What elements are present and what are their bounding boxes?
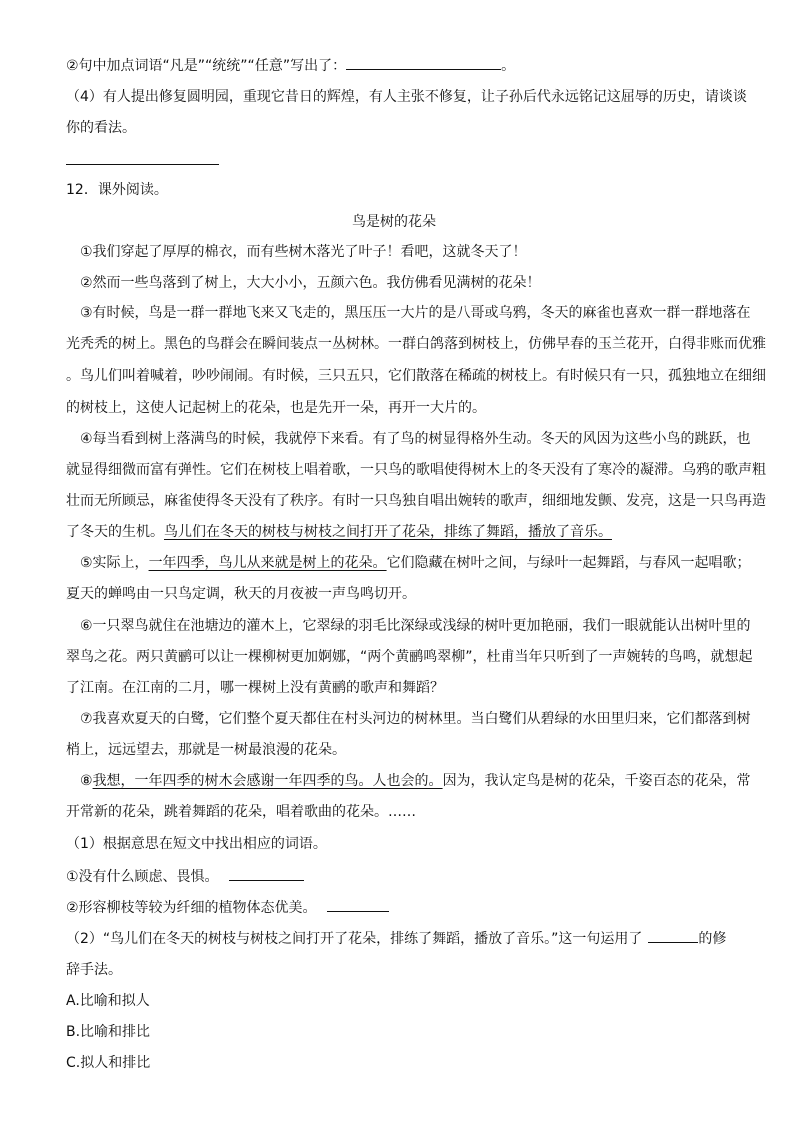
paragraph-4-line-3: 壮而无所顾忌，麻雀使得冬天没有了秩序。有时一只鸟独自唱出婉转的歌声，细细地发颤、发亮，这是一只鸟再造: [66, 493, 766, 509]
answer-blank[interactable]: [66, 150, 219, 165]
answer-blank[interactable]: [229, 866, 304, 881]
option-a[interactable]: A.比喻和拟人: [66, 993, 150, 1009]
plain-text: 它们隐藏在树叶之间，与绿叶一起舞蹈，与春风一起唱歌；: [386, 555, 751, 571]
paragraph-6-line-2: 翠鸟之花。两只黄鹂可以让一棵柳树更加婀娜，“两个黄鹂鸣翠柳”，杜甫当年只听到了一声婉转的鸟鸣，就想起: [66, 649, 753, 665]
answer-blank[interactable]: [648, 928, 698, 943]
q12-header: 12．课外阅读。: [66, 182, 168, 198]
question-text: 的修: [698, 931, 727, 947]
paragraph-4-line-2: 就显得细微而富有弹性。它们在树枝上唱着歌，一只鸟的歌唱使得树木上的冬天没有了寒冷的凝滞。乌鸦的歌声粗: [66, 462, 766, 478]
paragraph-7-line-2: 梢上，远远望去，那就是一树最浪漫的花朵。: [66, 742, 346, 758]
question-text: （2）“鸟儿们在冬天的树枝与树枝之间打开了花朵，排练了舞蹈，播放了音乐。”这一句运用了: [66, 931, 643, 947]
question-text: ①没有什么顾虑、畏惧。: [66, 869, 219, 885]
plain-text: 因为，我认定鸟是树的花朵，千姿百态的花朵，常: [442, 773, 751, 789]
subquestion-1-b: [66, 897, 389, 918]
paragraph-8-line-2: 开常新的花朵，跳着舞蹈的花朵，唱着歌曲的花朵。……: [66, 804, 416, 820]
q11-line-1: [66, 55, 515, 76]
paragraph-2: ②然而一些鸟落到了树上，大大小小，五颜六色。我仿佛看见满树的花朵！: [80, 275, 541, 291]
underlined-sentence: 一年四季，鸟儿从来就是树上的花朵。: [148, 555, 387, 571]
paragraph-1: ①我们穿起了厚厚的棉衣，而有些树木落光了叶子！看吧，这就冬天了！: [80, 244, 527, 260]
paragraph-8-line-1: [80, 771, 751, 791]
subquestion-2-line-1: [66, 928, 726, 949]
question-text: ②形容柳枝等较为纤细的植物体态优美。: [66, 900, 317, 916]
option-c[interactable]: C.拟人和排比: [66, 1055, 151, 1071]
answer-blank[interactable]: [327, 897, 389, 912]
underlined-sentence: 我想，一年四季的树木会感谢一年四季的鸟。人也会的。: [92, 773, 443, 789]
subquestion-1-a: [66, 866, 304, 887]
paragraph-3-line-4: 的树枝上，这使人记起树上的花朵，也是先开一朵，再开一大片的。: [66, 400, 486, 416]
plain-text: ⑧: [80, 773, 93, 789]
q11-prompt-text: ②句中加点词语“凡是”“统统”“任意”写出了：: [66, 58, 347, 74]
underlined-sentence: 鸟儿们在冬天的树枝与树枝之间打开了花朵，排练了舞蹈，播放了音乐。: [164, 524, 612, 540]
plain-text: 了冬天的生机。: [66, 524, 164, 540]
paragraph-6-line-3: 了江南。在江南的二月，哪一棵树上没有黄鹂的歌声和舞蹈？: [66, 680, 444, 696]
paragraph-3-line-1: ③有时候，鸟是一群一群地飞来又飞走的，黑压压一大片的是八哥或乌鸦，冬天的麻雀也喜欢一群一群地落在: [80, 305, 751, 321]
paragraph-3-line-2: 光秃秃的树上。黑色的鸟群会在瞬间装点一丛树林。一群白鸽落到树枝上，仿佛早春的玉兰花开，白得非账而优雅: [66, 336, 766, 352]
answer-blank[interactable]: [346, 55, 501, 70]
subquestion-1: （1）根据意思在短文中找出相应的词语。: [66, 836, 327, 852]
paragraph-5-line-1: [80, 553, 751, 573]
option-b[interactable]: B.比喻和排比: [66, 1024, 151, 1040]
q11-q4-line-1: （4）有人提出修复圆明园，重现它昔日的辉煌，有人主张不修复，让子孙后代永远铭记这屈辱的历史，请谈谈: [66, 89, 747, 105]
q11-q4-line-2: 你的看法。: [66, 120, 136, 136]
paragraph-4-line-1: ④每当看到树上落满鸟的时候，我就停下来看。有了鸟的树显得格外生动。冬天的风因为这些小鸟的跳跃，也: [80, 431, 751, 447]
paragraph-4-line-4: [66, 522, 612, 542]
q11-q4-answer-blank[interactable]: [66, 150, 219, 171]
plain-text: ⑤实际上，: [80, 555, 149, 571]
paragraph-5-line-2: 夏天的蝉鸣由一只鸟定调，秋天的月夜被一声鸟鸣切开。: [66, 586, 416, 602]
passage-title: 鸟是树的花朵: [352, 214, 436, 230]
subquestion-2-line-2: 辞手法。: [66, 962, 122, 978]
paragraph-6-line-1: ⑥一只翠鸟就住在池塘边的灌木上，它翠绿的羽毛比深绿或浅绿的树叶更加艳丽，我们一眼就能认出树叶里的: [80, 618, 751, 634]
paragraph-3-line-3: 。鸟儿们叫着喊着，吵吵闹闹。有时候，三只五只，它们散落在稀疏的树枝上。有时候只有一只，孤独地立在细细: [66, 368, 766, 384]
paragraph-7-line-1: ⑦我喜欢夏天的白鹭，它们整个夏天都住在村头河边的树林里。当白鹭们从碧绿的水田里归来，它们都落到树: [80, 711, 751, 727]
punctuation: 。: [501, 58, 516, 74]
